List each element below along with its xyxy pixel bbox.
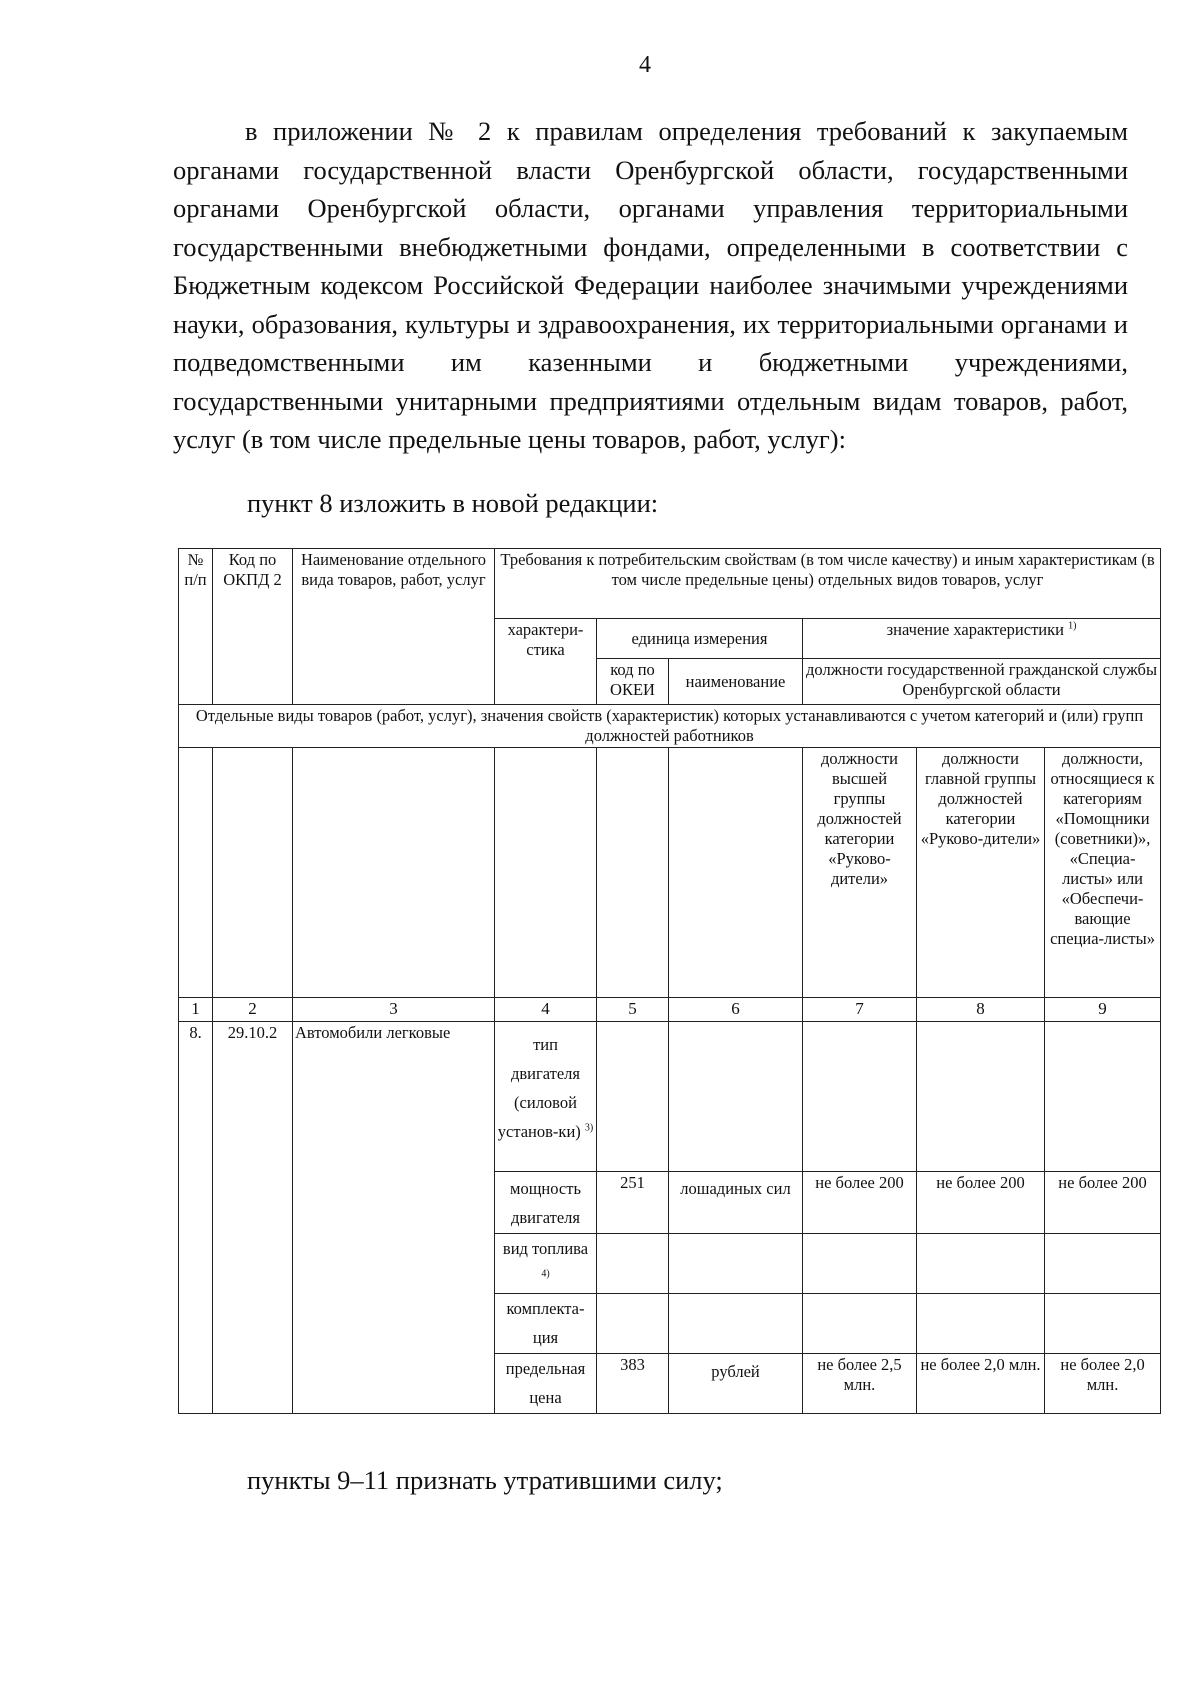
row-number: 8. xyxy=(179,1022,213,1414)
value-power-main: не более 200 xyxy=(917,1172,1045,1234)
page-number: 4 xyxy=(639,52,651,78)
header-value-footnote: 1) xyxy=(1068,620,1077,632)
row-name: Автомобили легковые xyxy=(293,1022,495,1414)
section-row: Отдельные виды товаров (работ, услуг), значения свойств (характеристик) которых устанавливаются с учетом категорий и (или) групп должностей работников xyxy=(179,705,1161,748)
header-okei: код по ОКЕИ xyxy=(597,659,669,705)
char-fuel-type-text: вид топлива xyxy=(502,1239,589,1258)
col-number: 3 xyxy=(293,998,495,1022)
item8-instruction: пункт 8 изложить в новой редакции: xyxy=(247,488,659,518)
position-top-managers: должности высшей группы должностей категории «Руково-дители» xyxy=(803,748,917,998)
col-number: 5 xyxy=(597,998,669,1022)
char-fuel-type-footnote: 4) xyxy=(541,1268,550,1280)
intro-text: в приложении № 2 к правилам определения требований к закупаемым органами государственной власти Оренбургской области, государственными органами Оренбургской области, органами управления территориальными государственными внебюджетными фондами, определенными в соответствии с Бюджетным кодексом Российской Федерации наиболее значимыми учреждениями науки, образования, культуры и здравоохранения, их территориальными органами и подведомственными им казенными и бюджетными учреждениями, государственными унитарными предприятиями отдельным видам товаров, работ, услуг (в том числе предельные цены товаров, работ, услуг): xyxy=(173,116,1128,454)
col-number: 8 xyxy=(917,998,1045,1022)
col-number: 7 xyxy=(803,998,917,1022)
header-characteristic: характери-стика xyxy=(495,619,597,705)
header-unit: единица измерения xyxy=(597,619,803,659)
unit-rubles: рублей xyxy=(669,1354,803,1414)
header-unit-name: наименование xyxy=(669,659,803,705)
value-power-top: не более 200 xyxy=(803,1172,917,1234)
header-value-text: значение характеристики xyxy=(886,620,1064,639)
char-engine-power: мощность двигателя xyxy=(495,1172,597,1234)
char-engine-type-footnote: 3) xyxy=(584,1122,594,1134)
intro-paragraph xyxy=(173,112,1128,459)
requirements-table xyxy=(178,548,1161,1414)
header-requirements: Требования к потребительским свойствам (в том числе качеству) и иным характеристикам (в том числе предельные цены) отдельных видов товаров, услуг xyxy=(495,549,1161,619)
value-price-main: не более 2,0 млн. xyxy=(917,1354,1045,1414)
okei-power: 251 xyxy=(597,1172,669,1234)
header-okpd: Код по ОКПД 2 xyxy=(213,549,293,705)
header-name: Наименование отдельного вида товаров, работ, услуг xyxy=(293,549,495,705)
okei-price: 383 xyxy=(597,1354,669,1414)
col-number: 4 xyxy=(495,998,597,1022)
position-specialists: должности, относящиеся к категориям «Помощники (советники)», «Специа-листы» или «Обеспечи-вающие специа-листы» xyxy=(1045,748,1161,998)
value-price-specialists: не более 2,0 млн. xyxy=(1045,1354,1161,1414)
char-engine-type xyxy=(495,1022,597,1172)
char-engine-type-text: тип двигателя (силовой установ-ки) xyxy=(497,1035,581,1141)
col-number: 6 xyxy=(669,998,803,1022)
char-equipment: комплекта-ция xyxy=(495,1294,597,1354)
col-number: 2 xyxy=(213,998,293,1022)
outro-instruction: пункты 9–11 признать утратившими силу; xyxy=(247,1465,723,1495)
char-fuel-type xyxy=(495,1234,597,1294)
char-price-limit: предельная цена xyxy=(495,1354,597,1414)
unit-horsepower: лошадиных сил xyxy=(669,1172,803,1234)
value-power-specialists: не более 200 xyxy=(1045,1172,1161,1234)
position-main-managers: должности главной группы должностей категории «Руково-дители» xyxy=(917,748,1045,998)
value-price-top: не более 2,5 млн. xyxy=(803,1354,917,1414)
row-code: 29.10.2 xyxy=(213,1022,293,1414)
col-number: 1 xyxy=(179,998,213,1022)
header-value xyxy=(803,619,1161,659)
header-num: № п/п xyxy=(179,549,213,705)
header-positions: должности государственной гражданской службы Оренбургской области xyxy=(803,659,1161,705)
col-number: 9 xyxy=(1045,998,1161,1022)
